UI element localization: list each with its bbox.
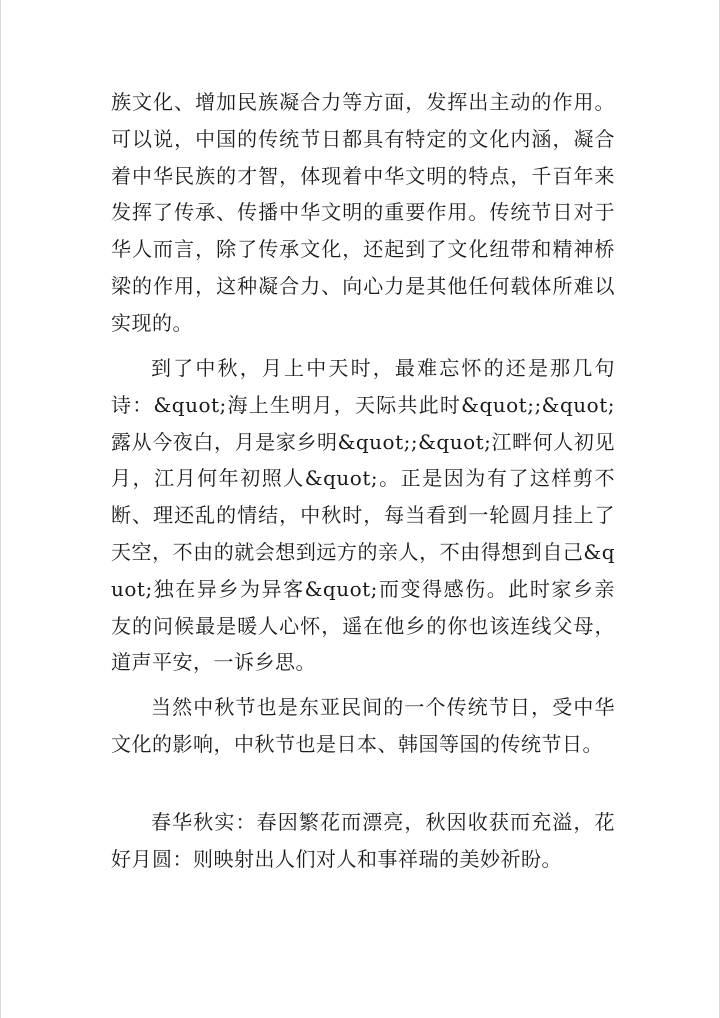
paragraph-3: 当然中秋节也是东亚民间的一个传统节日，受中华文化的影响，中秋节也是日本、韩国等国的传统节日。 xyxy=(111,695,615,756)
paragraph-4: 春华秋实：春因繁花而漂亮，秋因收获而充溢，花好月圆：则映射出人们对人和事祥瑞的美妙祈盼。 xyxy=(111,810,615,871)
paragraph-2: 到了中秋，月上中天时，最难忘怀的还是那几句诗：&quot;海上生明月，天际共此时&quot;;&quot;露从今夜白，月是家乡明&quot;;&quot;江畔何人初见月，江月何年初照人&quot;。正是因为有了这样剪不断、理还乱的情结，中秋时，每当看到一轮圆月挂上了天空，不由的就会想到远方的亲人，不由得想到自己&quot;独在异乡为异客&quot;而变得感伤。此时家乡亲友的问候最是暖人心怀，遥在他乡的你也该连线父母，道声平安，一诉乡思。 xyxy=(111,356,615,675)
paragraph-1: 族文化、增加民族凝合力等方面，发挥出主动的作用。可以说，中国的传统节日都具有特定的文化内涵，凝合着中华民族的才智，体现着中华文明的特点，千百年来发挥了传承、传播中华文明的重要作用。传统节日对于华人而言，除了传承文化，还起到了文化纽带和精神桥梁的作用，这种凝合力、向心力是其他任何载体所难以实现的。 xyxy=(111,90,615,335)
